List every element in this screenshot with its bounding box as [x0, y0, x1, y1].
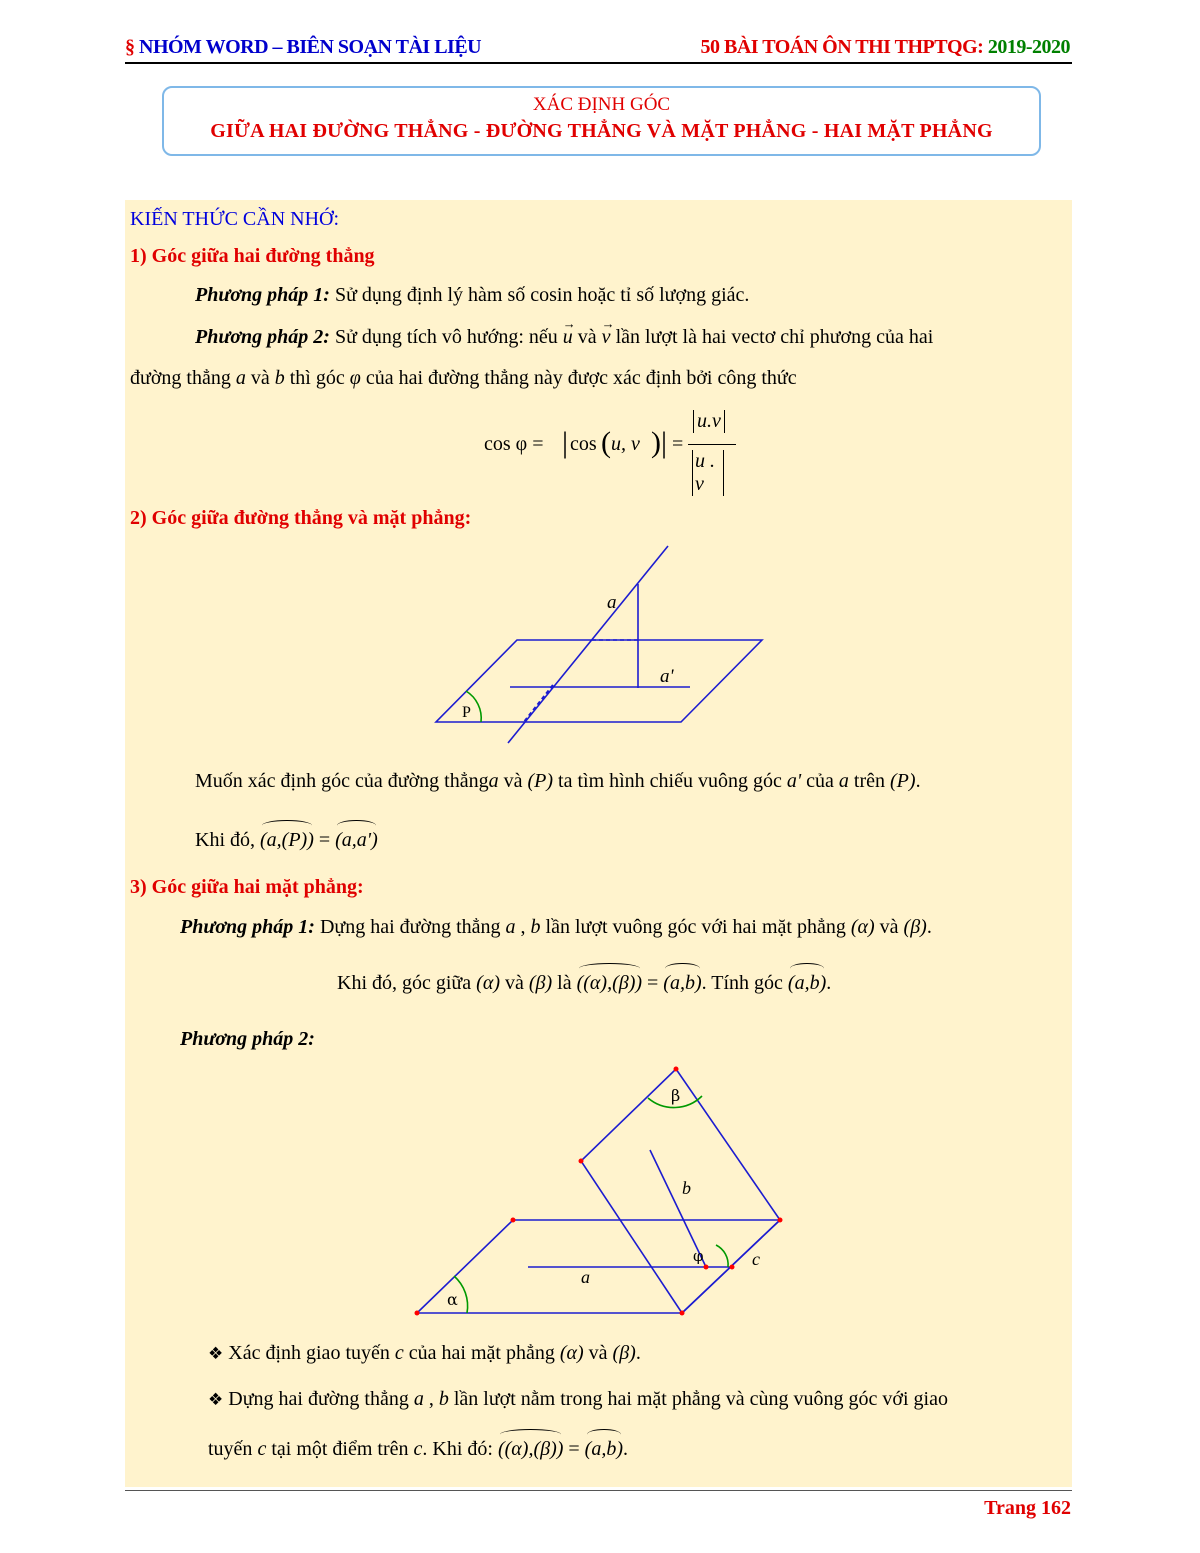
s3-eq-sign: = — [642, 972, 664, 994]
s3-b3-b: tại một điểm trên — [266, 1438, 414, 1460]
formula-equals: = — [672, 433, 684, 455]
s1-var-phi: φ — [349, 367, 361, 389]
point-alpha-top-left — [511, 1218, 516, 1223]
footer-divider — [125, 1490, 1072, 1491]
formula-mid-cos: cos — [570, 433, 597, 455]
bullet-icon: ❖ — [208, 1344, 224, 1364]
s3-var-c-2: c — [257, 1438, 267, 1460]
s3-bullet-1 — [208, 1340, 641, 1367]
s1-line2-c: thì góc — [284, 367, 350, 389]
vector-u: → u — [563, 324, 573, 350]
s3-var-b: b — [530, 916, 541, 938]
s1-pp2-c: lần lượt là hai vectơ chỉ phương của hai — [610, 326, 934, 348]
formula-paren-open: ( — [601, 426, 611, 459]
s3-dot-2: . — [826, 972, 832, 994]
formula-abs-bar-right: | — [661, 426, 668, 459]
title-box — [162, 86, 1041, 156]
label-P: P — [462, 704, 471, 721]
two-planes-figure — [400, 1055, 800, 1325]
s3-alpha: (α) — [850, 916, 875, 938]
s3-beta: (β) — [903, 916, 927, 938]
section-2-heading: 2) Góc giữa đường thẳng và mặt phẳng: — [130, 507, 472, 529]
label-a-prime: a' — [660, 666, 674, 687]
s3-dot: . — [926, 916, 932, 938]
header-left-text: NHÓM WORD – BIÊN SOẠN TÀI LIỆU — [139, 36, 482, 58]
s2-text-end: . — [915, 770, 921, 792]
s3-eq-right-2: (a,b) — [787, 972, 827, 994]
s1-line2-a: đường thẳng — [130, 367, 236, 389]
s3-pp1-text: Dựng hai đường thẳng — [314, 916, 506, 938]
section-3-heading: 3) Góc giữa hai mặt phẳng: — [130, 876, 364, 898]
s3-la: là — [552, 972, 577, 994]
formula-paren-close: ) — [651, 426, 661, 459]
plane-beta — [581, 1069, 780, 1313]
s3-var-b-2: b — [438, 1388, 449, 1410]
s3-var-c-3: c — [413, 1438, 423, 1460]
s3-eq-sign-2: = — [563, 1438, 585, 1460]
point-alpha-top-right — [778, 1218, 783, 1223]
s1-pp1-line — [195, 282, 749, 308]
s3-eq-left: ((α),(β)) — [576, 972, 643, 994]
s1-pp2-a: Sử dụng tích vô hướng: nếu — [329, 326, 563, 348]
header-mark: § — [125, 36, 135, 58]
s1-line2 — [130, 365, 797, 391]
point-top — [674, 1067, 679, 1072]
s3-b1-a: Xác định giao tuyến — [223, 1342, 395, 1364]
point-alpha-bottom-right — [680, 1311, 685, 1316]
s2-var-a-prime: a' — [786, 770, 802, 792]
s3-beta-2: (β) — [528, 972, 553, 994]
title-line-1: XÁC ĐỊNH GÓC — [532, 94, 671, 115]
s3-b2-b: lần lượt nằm trong hai mặt phẳng và cùng vuông góc với giao — [448, 1388, 948, 1410]
s3-dot-3: . — [635, 1342, 641, 1364]
formula-numerator: u.v — [693, 410, 725, 433]
s3-alpha-3: (α) — [559, 1342, 584, 1364]
s2-text-d: của — [801, 770, 839, 792]
s3-pp1-text2: lần lượt vuông góc với hai mặt phẳng — [540, 916, 851, 938]
point-intersection — [704, 1265, 709, 1270]
s2-khi-do-line — [195, 827, 378, 853]
s3-var-c: c — [394, 1342, 404, 1364]
label-a-fig: a — [581, 1267, 590, 1287]
s1-line2-d: của hai đường thẳng này được xác định bởi công thức — [360, 367, 797, 389]
line-a-hidden — [524, 685, 553, 722]
page-header — [125, 34, 1072, 64]
point-c — [730, 1265, 735, 1270]
s3-pp1-label: Phương pháp 1: — [180, 916, 315, 938]
s3-b2-a: Dựng hai đường thẳng — [223, 1388, 414, 1410]
s1-var-b: b — [274, 367, 285, 389]
s3-eq-right-3: (a,b) — [584, 1438, 623, 1460]
s2-text-a: Muốn xác định góc của đường thẳng — [195, 770, 489, 792]
label-b: b — [682, 1178, 691, 1198]
label-beta: β — [671, 1086, 681, 1105]
s2-text-line — [195, 768, 921, 794]
cos-formula — [484, 406, 724, 495]
section-1-heading: 1) Góc giữa hai đường thẳng — [130, 245, 375, 267]
s3-eq-left-2: ((α),(β)) — [497, 1438, 564, 1460]
s3-comma-2: , — [423, 1388, 439, 1410]
s3-alpha-2: (α) — [476, 972, 500, 994]
angle-arc-phi — [716, 1245, 728, 1267]
s1-pp1-text: Sử dụng định lý hàm số cosin hoặc tỉ số lượng giác. — [329, 284, 750, 306]
formula-denominator: u . v — [692, 450, 724, 496]
s3-and: và — [874, 916, 904, 938]
header-right — [701, 36, 1070, 59]
kien-thuc-heading: KIẾN THỨC CẦN NHỚ: — [130, 208, 340, 230]
label-phi: φ — [693, 1247, 704, 1265]
bullet-icon: ❖ — [208, 1390, 224, 1410]
formula-lhs: cos φ = — [484, 433, 544, 455]
vector-v: → v — [602, 324, 611, 350]
point-beta-left — [579, 1159, 584, 1164]
formula-fraction-bar — [688, 444, 736, 445]
header-year: 2019-2020 — [987, 36, 1070, 58]
s3-and-3: và — [583, 1342, 613, 1364]
s3-bullet-2 — [208, 1386, 948, 1413]
label-c: c — [752, 1249, 760, 1269]
s3-var-a-2: a — [413, 1388, 424, 1410]
s1-pp2-line — [195, 324, 933, 350]
label-alpha: α — [447, 1290, 458, 1309]
label-a: a — [607, 592, 617, 613]
s3-beta-3: (β) — [612, 1342, 636, 1364]
plane-P — [436, 640, 762, 722]
s2-eq-sign: = — [313, 829, 336, 851]
s2-khi-do: Khi đó, — [195, 829, 255, 851]
s1-line2-b: và — [245, 367, 275, 389]
s1-pp2-b: và — [572, 326, 602, 348]
s3-pp2-label: Phương pháp 2: — [180, 1028, 315, 1050]
s2-text-e: trên — [848, 770, 891, 792]
title-line-2: GIỮA HAI ĐƯỜNG THẲNG - ĐƯỜNG THẲNG VÀ MẶT PHẲNG - HAI MẶT PHẲNG — [210, 120, 993, 142]
header-left — [125, 36, 481, 59]
line-plane-figure — [420, 535, 780, 750]
s2-eq-right: (a,a') — [335, 829, 378, 851]
s3-b1-b: của hai mặt phẳng — [403, 1342, 560, 1364]
s3-dot-4: . — [623, 1438, 628, 1460]
s2-var-P-2: (P) — [890, 770, 916, 792]
s3-khi-do-line — [337, 970, 831, 996]
s3-b3-c: . Khi đó: — [422, 1438, 498, 1460]
s2-text-b: và — [498, 770, 528, 792]
s2-var-a: a — [488, 770, 499, 792]
s3-khi-do: Khi đó, góc giữa — [337, 972, 477, 994]
s2-var-a-2: a — [838, 770, 849, 792]
s3-var-a: a — [505, 916, 516, 938]
point-alpha-bottom-left — [415, 1311, 420, 1316]
header-right-text: 50 BÀI TOÁN ÔN THI THPTQG: — [700, 36, 984, 58]
s3-tinh-goc: . Tính góc — [701, 972, 788, 994]
s1-pp1-label: Phương pháp 1: — [195, 284, 330, 306]
s3-comma: , — [515, 916, 531, 938]
s3-bullet-2-cont — [208, 1436, 628, 1462]
page-number: Trang 162 — [984, 1497, 1071, 1519]
formula-uv: u, v — [611, 433, 640, 455]
s3-b3-a: tuyến — [208, 1438, 258, 1460]
s3-and-2: và — [499, 972, 529, 994]
s2-var-P: (P) — [527, 770, 554, 792]
s1-pp2-label: Phương pháp 2: — [195, 326, 330, 348]
s1-var-a: a — [235, 367, 246, 389]
formula-abs-bar-left: | — [562, 426, 569, 459]
s2-text-c: ta tìm hình chiếu vuông góc — [553, 770, 787, 792]
s3-eq-right: (a,b) — [663, 972, 702, 994]
s2-eq-left: (a,(P)) — [260, 829, 314, 851]
s3-pp1-line — [180, 914, 932, 940]
